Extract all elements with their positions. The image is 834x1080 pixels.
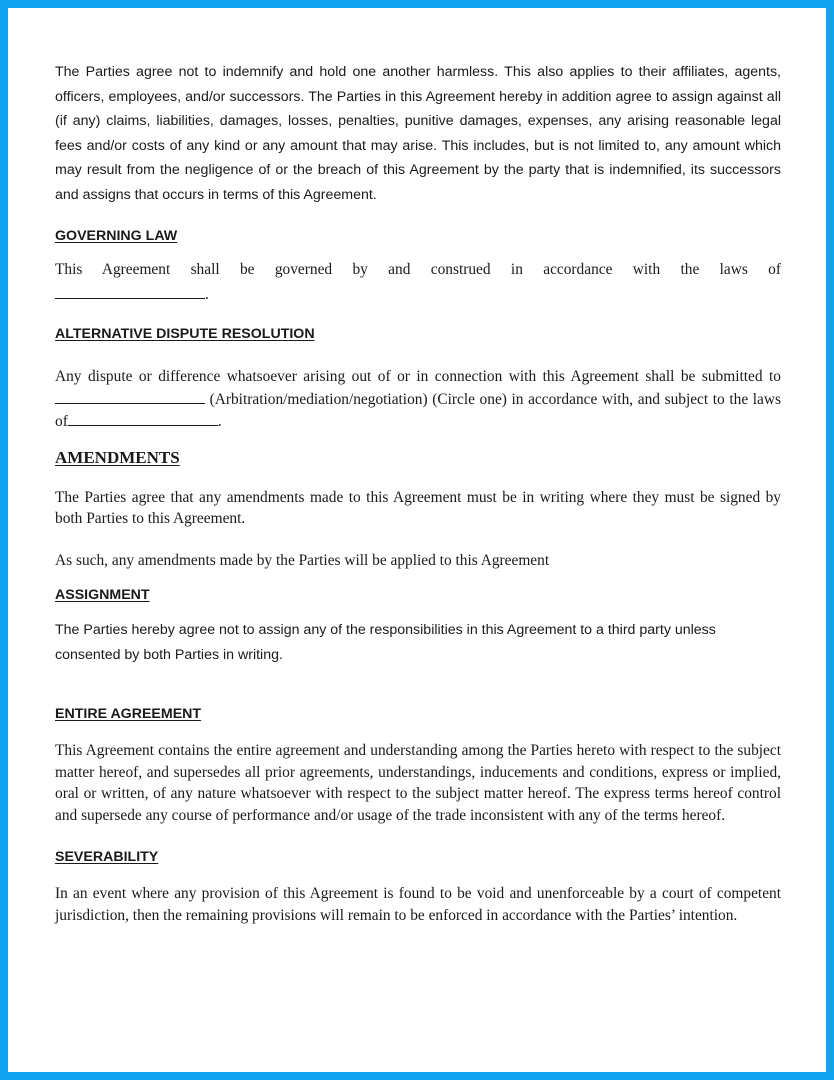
severability-paragraph: In an event where any provision of this Agreement is found to be void and unenforceable by a court of competent jurisdiction, then the remaining provisions will remain to be enforced in accordance with the Parties’ intention. [55,885,781,924]
adr-paragraph [55,366,781,433]
governing-law-blank[interactable] [55,283,205,299]
adr-laws-blank[interactable] [68,410,218,426]
adr-text-1: Any dispute or difference whatsoever arising out of or in connection with this Agreement shall be submitted to [55,368,781,385]
governing-law-text: This Agreement shall be governed by and construed in accordance with the laws of [55,261,781,278]
adr-period: . [217,413,222,430]
adr-text-2: (Arbitration/mediation/negotiation) (Circle one) in accordance with, and subject to the laws of [55,390,781,430]
adr-heading: ALTERNATIVE DISPUTE RESOLUTION [55,326,315,342]
assignment-heading: ASSIGNMENT [55,587,150,603]
document-page [55,60,781,926]
severability-heading: SEVERABILITY [55,849,159,865]
amendments-paragraph-2: As such, any amendments made by the Parties will be applied to this Agreement [55,551,550,569]
assignment-paragraph: The Parties hereby agree not to assign any of the responsibilities in this Agreement to a third party unless consented by both Parties in writing. [55,622,716,663]
governing-law-period: . [205,286,209,303]
amendments-heading: AMENDMENTS [55,447,180,467]
governing-law-paragraph [55,257,781,307]
entire-agreement-paragraph: This Agreement contains the entire agreement and understanding among the Parties hereto with respect to the subject matter hereof, and supersedes all prior agreements, understandings, inducements and conditions, express or implied, oral or written, of any nature whatsoever with respect to the subject matter hereof. The express terms hereof control and supersede any course of performance and/or usage of the trade inconsistent with any of the terms hereof. [55,742,781,824]
adr-method-blank[interactable] [55,388,205,404]
governing-law-heading: GOVERNING LAW [55,228,178,244]
indemnification-paragraph: The Parties agree not to indemnify and hold one another harmless. This also applies to their affiliates, agents, officers, employees, and/or successors. The Parties in this Agreement hereby in addition agree to assign against all (if any) claims, liabilities, damages, losses, penalties, punitive damages, expenses, any arising reasonable legal fees and/or costs of any kind or any amount that may arise. This includes, but is not limited to, any amount which may result from the negligence of or the breach of this Agreement by the party that is indemnified, its successors and assigns that occurs in terms of this Agreement. [55,64,781,203]
amendments-paragraph-1: The Parties agree that any amendments made to this Agreement must be in writing where they must be signed by both Parties to this Agreement. [55,488,781,527]
entire-agreement-heading: ENTIRE AGREEMENT [55,706,202,722]
